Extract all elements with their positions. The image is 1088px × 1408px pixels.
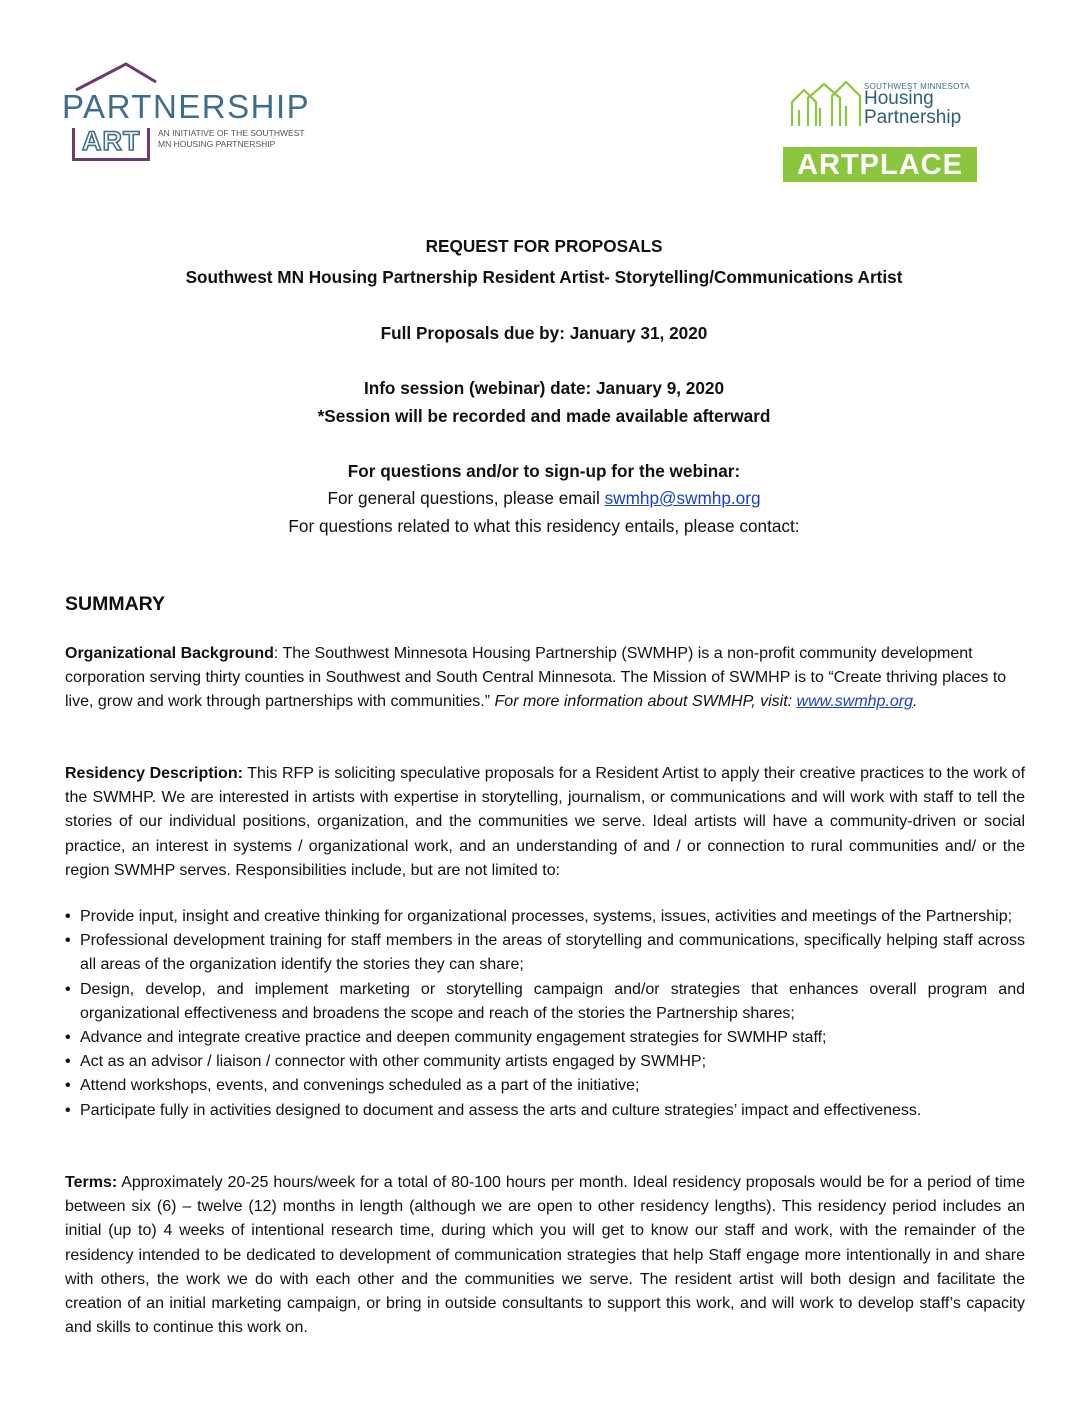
- bullet-icon: •: [65, 980, 71, 998]
- terms-text: Approximately 20-25 hours/week for a total of 80-100 hours per month. Ideal residency proposals would be for a period of time between six (6) – twelve (12) months in length (although we are open to other residency lengths). This residency period includes an initial (up to) 4 weeks of intentional research time, during which you will get to know our staff and work, with the remainder of the residency intended to be dedicated to development of communication strategies that help Staff engage more intentionally in and share with others, the work we do with each other and the communities we serve. The resident artist will both design and facilitate the creation of an initial marketing campaign, or bring in outside consultants to support this work, and will work to develop staff’s capacity and skills to continue this work on.: [65, 1174, 1025, 1337]
- list-item: [65, 1026, 1025, 1050]
- general-questions-text: For general questions, please email: [327, 488, 605, 508]
- list-item-text: Design, develop, and implement marketing or storytelling campaign and/or strategies that enhances overall program and organizational effectiveness and broadens the scope and reach of the stories the Partnership shares;: [80, 980, 1025, 1022]
- list-item: [65, 1050, 1025, 1074]
- residency-description-text: This RFP is soliciting speculative proposals for a Resident Artist to apply their creative practices to the work of the SWMHP. We are interested in artists with expertise in storytelling, journalism, or communications and will work with staff to tell the stories of our individual positions, organization, and the communities we serve. Ideal artists will have a community-driven or social practice, an interest in systems / organizational work, and an understanding of and / or connection to rural communities and/ or the region SWMHP serves. Responsibilities include, but are not limited to:: [65, 765, 1026, 879]
- logo-region-text: SOUTHWEST MINNESOTA: [864, 82, 970, 91]
- terms-label: Terms:: [65, 1174, 118, 1191]
- logo-tagline: AN INITIATIVE OF THE SOUTHWEST MN HOUSING PARTNERSHIP: [158, 128, 305, 149]
- bullet-icon: •: [65, 1029, 71, 1047]
- list-item-text: Professional development training for staff members in the areas of storytelling and communications, specifically helping staff across all areas of the organization identify the stories they can share;: [80, 932, 1025, 974]
- due-date: Full Proposals due by: January 31, 2020: [380, 323, 708, 343]
- houses-icon: [790, 78, 862, 128]
- swmhp-artplace-logo: [780, 76, 990, 186]
- general-questions-line: [0, 488, 1088, 509]
- list-item: [65, 978, 1025, 1026]
- logo-housing-text: Housing: [864, 88, 934, 109]
- website-link[interactable]: www.swmhp.org: [796, 693, 914, 711]
- org-background-end: .: [913, 693, 918, 711]
- residency-description-paragraph: [65, 762, 1025, 883]
- responsibilities-list: [65, 905, 1025, 1123]
- list-item-text: Advance and integrate creative practice and deepen community engagement strategies for SWMHP staff;: [80, 1029, 827, 1047]
- summary-heading: SUMMARY: [65, 593, 166, 615]
- list-item: [65, 929, 1025, 977]
- bullet-icon: •: [65, 932, 71, 950]
- org-background-label: Organizational Background: [65, 645, 274, 662]
- session-recording-note: *Session will be recorded and made available afterward: [317, 406, 771, 426]
- residency-description-label: Residency Description:: [65, 765, 243, 782]
- bullet-icon: •: [65, 908, 71, 925]
- bullet-icon: •: [65, 1101, 71, 1119]
- org-background-text: : The Southwest Minnesota Housing Partnership (SWMHP) is a non-profit community development corporation serving thirty counties in Southwest and South Central Minnesota. The Mission of SWMHP is to “Create thriving places to live, grow and work through partnerships with communities.”: [65, 645, 1007, 711]
- questions-heading: For questions and/or to sign-up for the webinar:: [347, 461, 741, 481]
- document-title: REQUEST FOR PROPOSALS: [425, 236, 663, 256]
- partnership-art-logo: [60, 62, 310, 172]
- terms-paragraph: [65, 1171, 1025, 1340]
- document-subtitle: Southwest MN Housing Partnership Resident Artist- Storytelling/Communications Artist: [185, 267, 903, 287]
- residency-questions-line: For questions related to what this residency entails, please contact:: [288, 516, 800, 536]
- more-info-text: For more information about SWMHP, visit:: [494, 693, 797, 711]
- email-link[interactable]: swmhp@swmhp.org: [604, 488, 761, 508]
- bullet-icon: •: [65, 1053, 71, 1071]
- list-item-text: Participate fully in activities designed to document and assess the arts and culture strategies’ impact and effectiveness.: [80, 1101, 922, 1119]
- list-item: [65, 1099, 1025, 1123]
- info-session-date: Info session (webinar) date: January 9, 2020: [363, 378, 725, 398]
- org-background-paragraph: [65, 642, 1025, 715]
- list-item-text: Provide input, insight and creative thinking for organizational processes, systems, issues, activities and meetings of the Partnership;: [80, 908, 1013, 925]
- bullet-icon: •: [65, 1077, 71, 1095]
- list-item: [65, 905, 1025, 929]
- list-item-text: Act as an advisor / liaison / connector with other community artists engaged by SWMHP;: [80, 1053, 707, 1071]
- list-item: [65, 1074, 1025, 1098]
- logo-partnership-text: Partnership: [864, 107, 962, 128]
- artplace-badge: ARTPLACE: [783, 147, 977, 182]
- logo-word-partnership: PARTNERSHIP: [62, 88, 311, 125]
- list-item-text: Attend workshops, events, and convenings scheduled as a part of the initiative;: [80, 1077, 640, 1095]
- logo-word-art: ART: [82, 126, 141, 156]
